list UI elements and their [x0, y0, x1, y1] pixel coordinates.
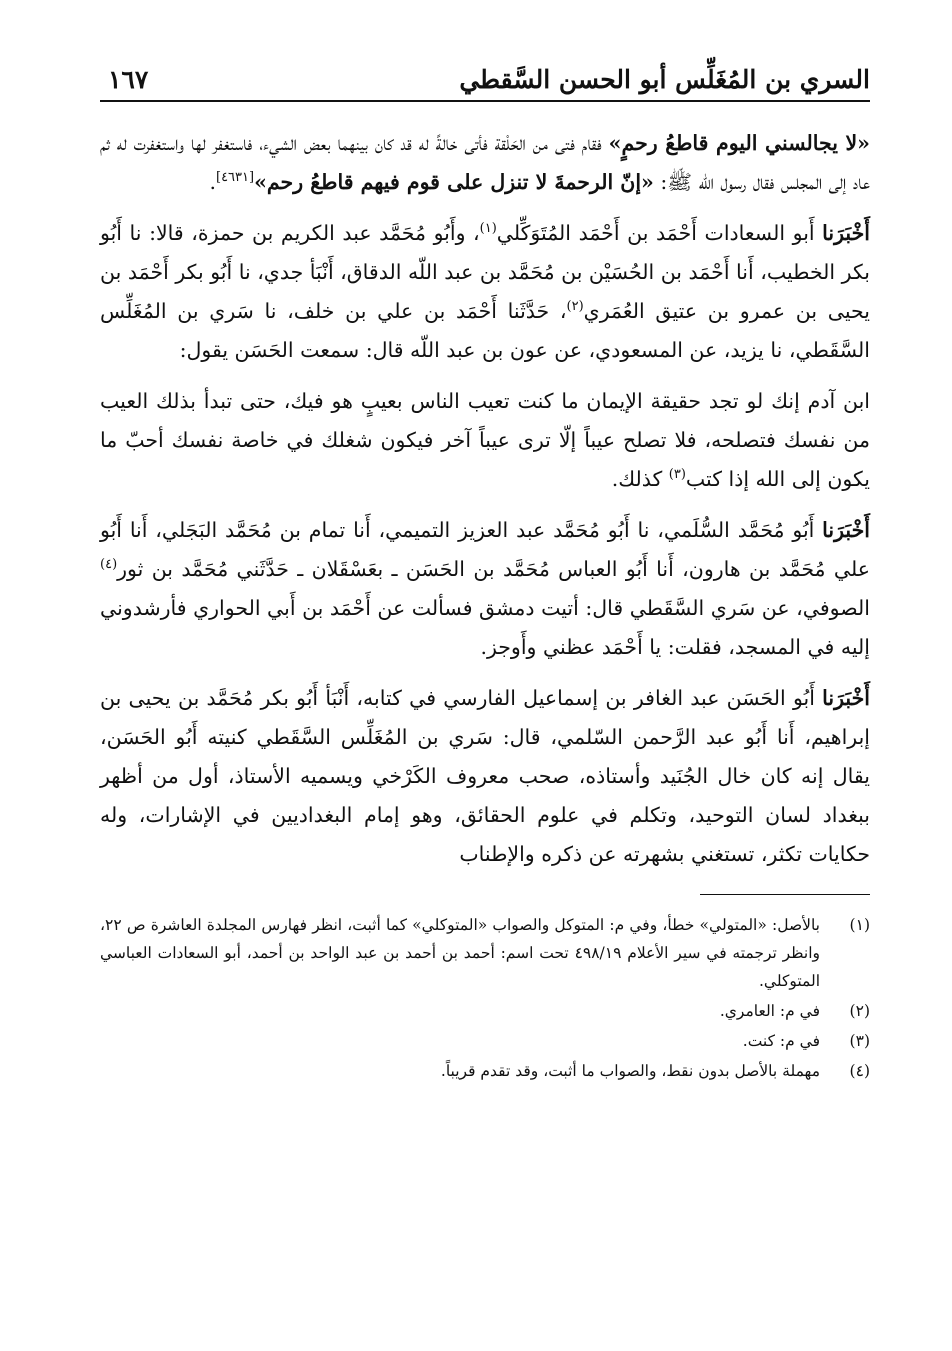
paragraph-3 [100, 382, 870, 499]
footnotes [100, 911, 870, 1085]
main-text [100, 124, 870, 874]
isnad-lead-word: أَخْبَرَنا [822, 686, 870, 710]
isnad-lead-word: أَخْبَرَنا [822, 518, 870, 542]
footnote-4 [100, 1057, 870, 1085]
footnote-number: (٤) [849, 1062, 870, 1080]
footnote-marker: (٣) [668, 467, 686, 483]
footnote-1 [100, 911, 870, 995]
footnote-number: (٣) [849, 1032, 870, 1050]
hadith-reference: [٤٦٣١] [216, 170, 255, 186]
footnote-marker-2: (٢) [566, 299, 584, 315]
paragraph-text-2: كذلك. [611, 467, 669, 491]
page-number: ١٦٧ [108, 65, 149, 94]
paragraph-5 [100, 679, 870, 874]
paragraph-end: . [209, 170, 216, 194]
hadith-quote: «لا يجالسني اليوم قاطعُ رحمٍ» [608, 131, 870, 155]
paragraph-text: فقام فتى من الحَلْقة فأتى خالةً له قد كان بينهما بعض الشيء، فاستغفر لها واستغفرت له ثم عاد إلى المجلس فقال رسول الله ﷺ: [100, 131, 870, 194]
paragraph-4 [100, 511, 870, 667]
footnote-marker: (١) [479, 221, 497, 237]
isnad-lead-word: أَخْبَرَنا [822, 221, 870, 245]
footnote-number: (٢) [849, 1002, 870, 1020]
paragraph-text-3: ، حَدَّثَنا أَحْمَد بن علي بن خلف، نا سَري بن المُغَلِّس السَّقَطي، نا يزيد، عن المسعودي، عن عون بن عبد اللّه قال: سمعت الحَسَن يقول: [100, 299, 870, 362]
paragraph-2 [100, 214, 870, 370]
paragraph-text: ابن آدم إنك لو تجد حقيقة الإيمان ما كنت تعيب الناس بعيبٍ هو فيك، حتى تبدأ بذلك العيب من نفسك فتصلحه، فلا تصلح عيباً إلّا ترى عيباً آخر فيكون شغلك في خاصة نفسك أحبّ ما يكون إلى الله إذا كتب [100, 389, 870, 491]
paragraph-1 [100, 124, 870, 202]
book-page [100, 50, 870, 1310]
running-header [100, 50, 870, 102]
paragraph-text: أَبُو الحَسَن عبد الغافر بن إسماعيل الفارسي في كتابه، أَنْبَأ أَبُو بكر مُحَمَّد بن يحيى بن إبراهيم، أَنا أَبُو عبد الرَّحمن السّلمي، قال: سَري بن المُغَلِّس السَّقَطي كنيته أَبُو الحَسَن، يقال إنه كان خال الجُنَيد وأستاذه، صحب معروف الكَرْخي ويسميه الأستاذ، أول من أظهر ببغداد لسان التوحيد، وتكلم في علوم الحقائق، وهو إمام البغداديين في الإشارات، وله حكايات تكثر، تستغني بشهرته عن ذكره والإطناب [100, 686, 870, 866]
footnote-2 [100, 997, 870, 1025]
footnote-text: في م: كنت. [742, 1032, 820, 1050]
header-title: السري بن المُغَلِّس أبو الحسن السَّقطي [459, 65, 870, 94]
footnote-number: (١) [849, 916, 870, 934]
footnote-text: مهملة بالأصل بدون نقط، والصواب ما أثبت، وقد تقدم قريباً. [440, 1062, 820, 1080]
footnote-marker: (٤) [100, 557, 118, 573]
hadith-quote-2: «إنّ الرحمةَ لا تنزل على قوم فيهم قاطعُ رحم» [254, 170, 654, 194]
footnote-text: بالأصل: «المتولي» خطأ، وفي م: المتوكل والصواب «المتوكلي» كما أثبت، انظر فهارس المجلدة العاشرة ص ٢٢، وانظر ترجمته في سير الأعلام ٤٩٨/١٩ تحت اسم: أحمد بن أحمد بن عبد الواحد بن أحمد، أبو السعادات العباسي المتوكلي. [100, 916, 820, 990]
paragraph-text-2: ، وأَبُو مُحَمَّد عبد الكريم بن حمزة، قالا: نا أَبُو بكر الخطيب، أَنا أَحْمَد بن الحُسَيْن بن مُحَمَّد بن عبد اللّه الدقاق، أَنْبَأ جدي، نا أَبُو بكر أَحْمَد بن يحيى بن عمرو بن عتيق العُمَري [100, 221, 870, 323]
paragraph-text: أَبو السعادات أَحْمَد بن أَحْمَد المُتَوَكِّلي [496, 221, 823, 245]
footnote-text: في م: العامري. [719, 1002, 820, 1020]
paragraph-text-2: الصوفي، عن سَري السَّقَطي قال: أتيت دمشق فسألت عن أَحْمَد بن أَبي الحواري فأرشدوني إليه في المسجد، فقلت: يا أَحْمَد عظني وأَوجز. [100, 596, 870, 659]
paragraph-text: أَبُو مُحَمَّد السُّلَمي، نا أَبُو مُحَمَّد عبد العزيز التميمي، أَنا تمام بن مُحَمَّد البَجَلي، أَنا أَبُو علي مُحَمَّد بن هارون، أَنا أَبُو العباس مُحَمَّد بن الحَسَن ـ بعَسْقَلان ـ حَدَّثَني مُحَمَّد بن ثور [100, 518, 870, 581]
footnote-3 [100, 1027, 870, 1055]
footnote-separator [700, 894, 870, 895]
